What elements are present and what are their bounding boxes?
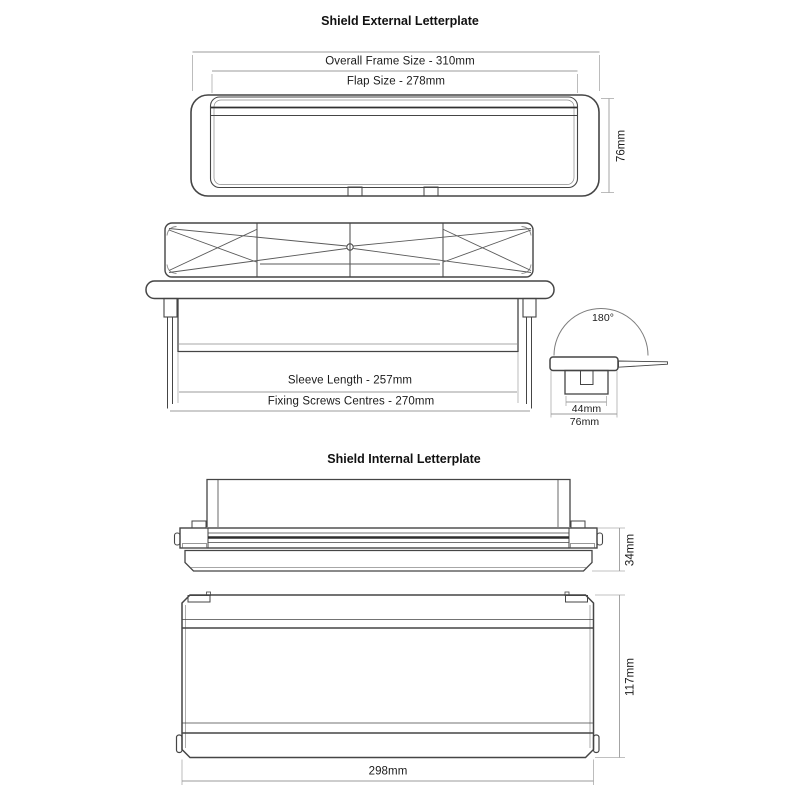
back-brace xyxy=(169,230,257,271)
side-outer-width-label: 76mm xyxy=(569,415,600,428)
overall-frame-size-label: Overall Frame Size - 310mm xyxy=(325,55,475,68)
corner-tab xyxy=(566,596,588,603)
sleeve-profile xyxy=(565,371,608,395)
open-flap-profile xyxy=(619,361,668,367)
screw-boss xyxy=(164,299,177,318)
flap-tab xyxy=(424,187,438,196)
internal-top-view xyxy=(175,480,626,572)
sleeve-walls xyxy=(207,480,570,528)
end-cap-ear xyxy=(597,533,603,545)
side-clip xyxy=(594,735,600,753)
flange-outline xyxy=(146,281,554,299)
flap-size-label: Flap Size - 278mm xyxy=(346,74,446,87)
side-clip xyxy=(177,735,183,753)
internal-depth-label: 34mm xyxy=(623,533,636,566)
internal-width-label: 298mm xyxy=(368,764,408,777)
back-brace xyxy=(354,249,532,273)
sleeve-notch xyxy=(581,371,594,385)
external-front-view xyxy=(191,52,614,196)
screw-boss xyxy=(523,299,536,318)
inner-plate xyxy=(185,551,592,572)
sleeve-length-label: Sleeve Length - 257mm xyxy=(287,374,413,387)
mounting-tab xyxy=(571,521,585,528)
corner-tab xyxy=(188,596,210,603)
internal-section-title: Shield Internal Letterplate xyxy=(327,451,481,466)
opening-angle-label: 180° xyxy=(591,311,615,324)
side-inner-width-label: 44mm xyxy=(571,402,602,415)
flap-tab xyxy=(348,187,362,196)
back-brace xyxy=(169,229,347,247)
internal-height-label: 117mm xyxy=(623,657,636,696)
back-brace xyxy=(444,230,532,271)
back-brace xyxy=(169,249,347,273)
internal-front-view xyxy=(177,592,626,785)
mounting-tab xyxy=(192,521,206,528)
flap-inner-line xyxy=(214,100,574,185)
frame-profile xyxy=(550,357,618,371)
end-cap-ear xyxy=(175,533,181,545)
back-brace xyxy=(444,230,532,262)
external-side-view xyxy=(550,308,668,417)
flap-outline xyxy=(211,97,578,188)
back-brace xyxy=(354,229,532,247)
back-brace xyxy=(169,230,257,262)
frame-height-label: 76mm xyxy=(615,129,628,162)
frame-outline xyxy=(191,95,599,196)
external-section-title: Shield External Letterplate xyxy=(321,13,479,28)
fixing-centres-label: Fixing Screws Centres - 270mm xyxy=(267,395,435,408)
